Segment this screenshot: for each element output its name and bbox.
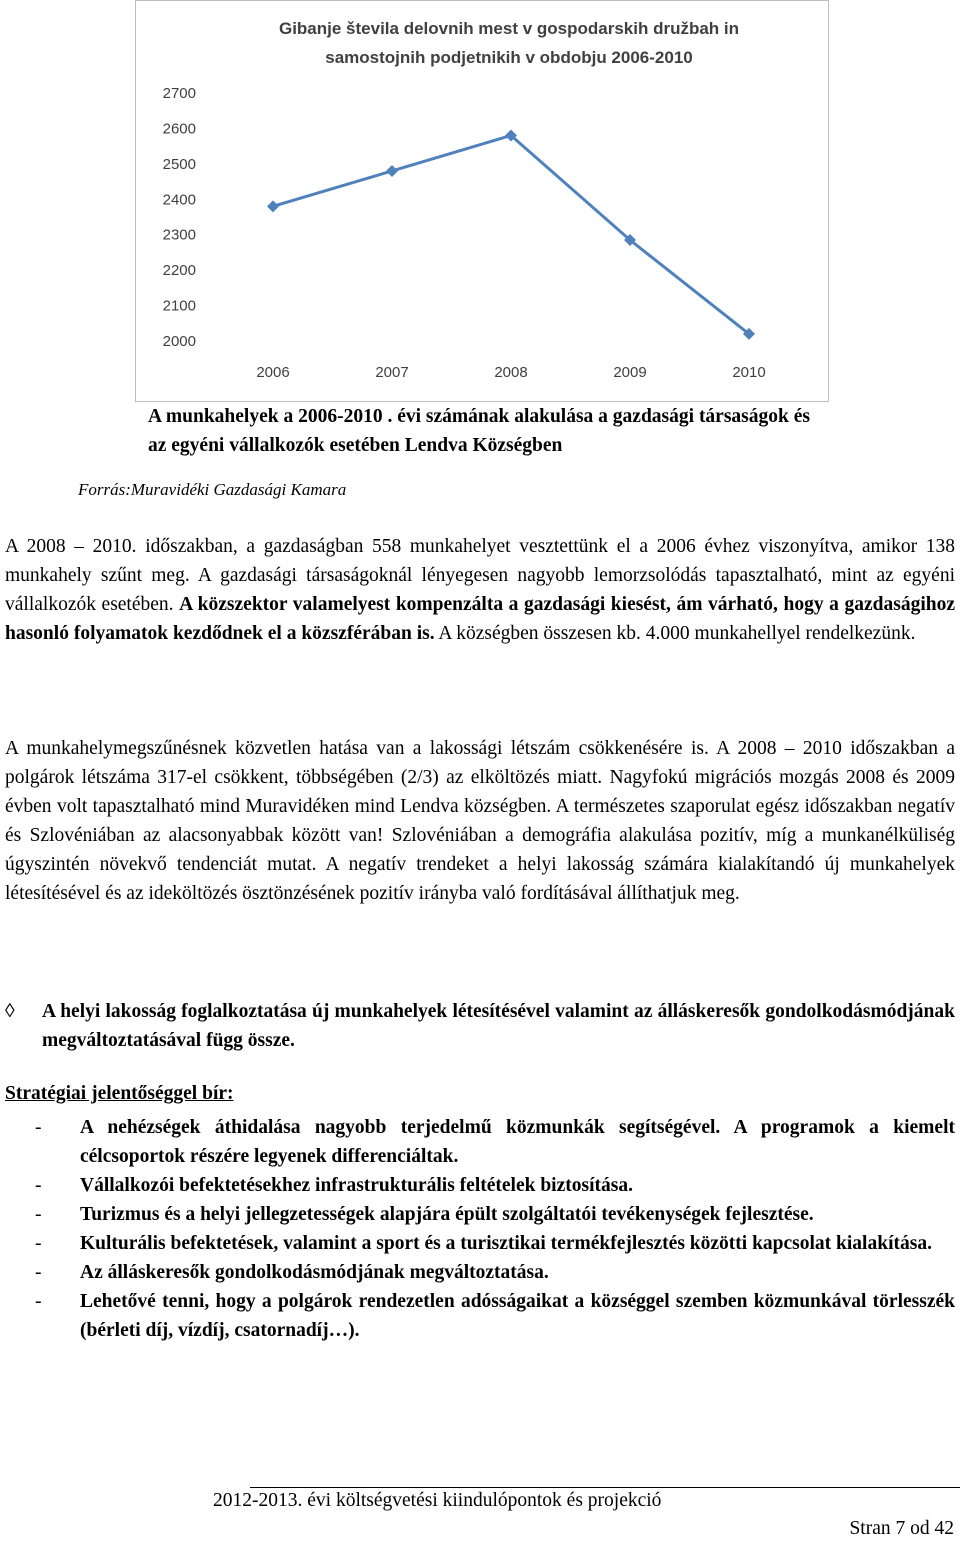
strategy-item (5, 1113, 955, 1171)
y-tick-label: 2300 (162, 226, 196, 244)
series-line (273, 136, 749, 334)
strategy-item-text: Lehetővé tenni, hogy a polgárok rendezetlen adósságaikat a községgel szemben közmunkával törlesszék (bérleti díj, vízdíj, csatornadíj…). (80, 1291, 955, 1341)
chart-svg (136, 1, 828, 401)
line-chart (135, 0, 829, 402)
strategy-list (5, 1113, 955, 1345)
chart-title-line-2: samostojnih podjetnikih v obdobju 2006-2010 (325, 48, 693, 67)
y-tick-label: 2600 (162, 120, 196, 138)
series-line-group (267, 130, 755, 340)
y-tick-label: 2200 (162, 262, 196, 280)
caption-line-2: az egyéni vállalkozók esetében Lendva Községben (148, 435, 563, 456)
chart-title-line-1: Gibanje števila delovnih mest v gospodarskih družbah in (278, 19, 740, 38)
strategy-item (5, 1229, 955, 1258)
data-point-marker (267, 200, 279, 212)
y-tick-label: 2500 (162, 155, 196, 173)
x-tick-label: 2008 (494, 364, 528, 381)
y-tick-label: 2400 (162, 191, 196, 209)
p1-text-a: A 2008 – 2010. időszakban, a gazdaságban 558 munkahelyet vesztettünk el a 2006 évhez viszonyítva, amikor 138 munkahely szűnt meg. A gazdasági társaságoknál lényegesen nagyobb lemorzsolódás tapasztalható, mint az egyéni vállalkozók esetében. (5, 536, 955, 615)
figure-source: Forrás:Muravidéki Gazdasági Kamara (78, 480, 347, 499)
strategy-heading: Stratégiai jelentőséggel bír: (5, 1083, 234, 1104)
x-tick-label: 2009 (613, 364, 647, 381)
p1-text-b: A községben összesen kb. 4.000 munkahellyel rendelkezünk. (434, 623, 916, 644)
list-dash: - (35, 1204, 42, 1225)
x-tick-label: 2006 (256, 364, 290, 381)
strategy-item-text: Vállalkozói befektetésekhez infrastrukturális feltételek biztosítása. (80, 1175, 633, 1196)
p1-bold: A közszektor valamelyest kompenzálta a gazdasági kiesést, ám várható, hogy a gazdaságihoz hasonló folyamatok kezdődnek el a közszférában is. (5, 594, 955, 644)
list-dash: - (35, 1291, 42, 1312)
x-axis-ticks (256, 364, 765, 381)
list-dash: - (35, 1175, 42, 1196)
strategy-item (5, 1258, 955, 1287)
y-axis-ticks (163, 85, 196, 350)
list-dash: - (35, 1117, 42, 1138)
x-tick-label: 2010 (732, 364, 766, 381)
strategy-item (5, 1200, 955, 1229)
strategy-item-text: Az álláskeresők gondolkodásmódjának megváltoztatása. (80, 1262, 549, 1283)
figure-caption (148, 402, 938, 460)
strategy-item-text: A nehézségek áthidalása nagyobb terjedelmű közmunkák segítségével. A programok a kiemelt célcsoportok részére legyenek differenciáltak. (80, 1117, 955, 1167)
page-number: Stran 7 od 42 (849, 1518, 954, 1539)
y-tick-label: 2700 (162, 85, 196, 102)
list-dash: - (35, 1233, 42, 1254)
y-tick-label: 2000 (162, 333, 196, 350)
highlight-statement (5, 997, 955, 1055)
list-dash: - (35, 1262, 42, 1283)
strategy-item (5, 1171, 955, 1200)
x-tick-label: 2007 (375, 364, 409, 381)
paragraph-jobs-lost (5, 532, 955, 648)
y-tick-label: 2100 (162, 297, 196, 315)
strategy-item-text: Turizmus és a helyi jellegzetességek alapjára épült szolgáltatói tevékenységek fejlesztése. (80, 1204, 814, 1225)
strategy-item-text: Kulturális befektetések, valamint a sport és a turisztikai termékfejlesztés közötti kapcsolat kialakítása. (80, 1233, 932, 1254)
caption-line-1: A munkahelyek a 2006-2010 . évi számának alakulása a gazdasági társaságok és (148, 406, 810, 427)
diamond-bullet-icon: ◊ (5, 1001, 15, 1022)
strategy-item (5, 1287, 955, 1345)
data-point-marker (386, 165, 398, 177)
footer-divider (250, 1487, 960, 1488)
footer-title: 2012-2013. évi költségvetési kiindulópontok és projekció (213, 1490, 662, 1511)
paragraph-population: A munkahelymegszűnésnek közvetlen hatása van a lakossági létszám csökkenésére is. A 2008 – 2010 időszakban a polgárok létszáma 317-el csökkent, többségében (2/3) az elköltözés miatt. Nagyfokú migrációs mozgás 2008 és 2009 évben volt tapasztalható mind Muravidéken mind Lendva községben. A természetes szaporulat egész időszakban negatív és Szlovéniában az alacsonyabbak között van! Szlovéniában a demográfia alakulása pozitív, míg a munkanélküliség úgyszintén növekvő tendenciát mutat. A negatív trendeket a helyi lakosság számára kialakítandó új munkahelyek létesítésével és az ideköltözés ösztönzésének pozitív irányba való fordításával állíthatjuk meg. (5, 738, 955, 904)
highlight-text: A helyi lakosság foglalkoztatása új munkahelyek létesítésével valamint az álláskeresők gondolkodásmódjának megváltoztatásával függ össze. (42, 1001, 955, 1051)
